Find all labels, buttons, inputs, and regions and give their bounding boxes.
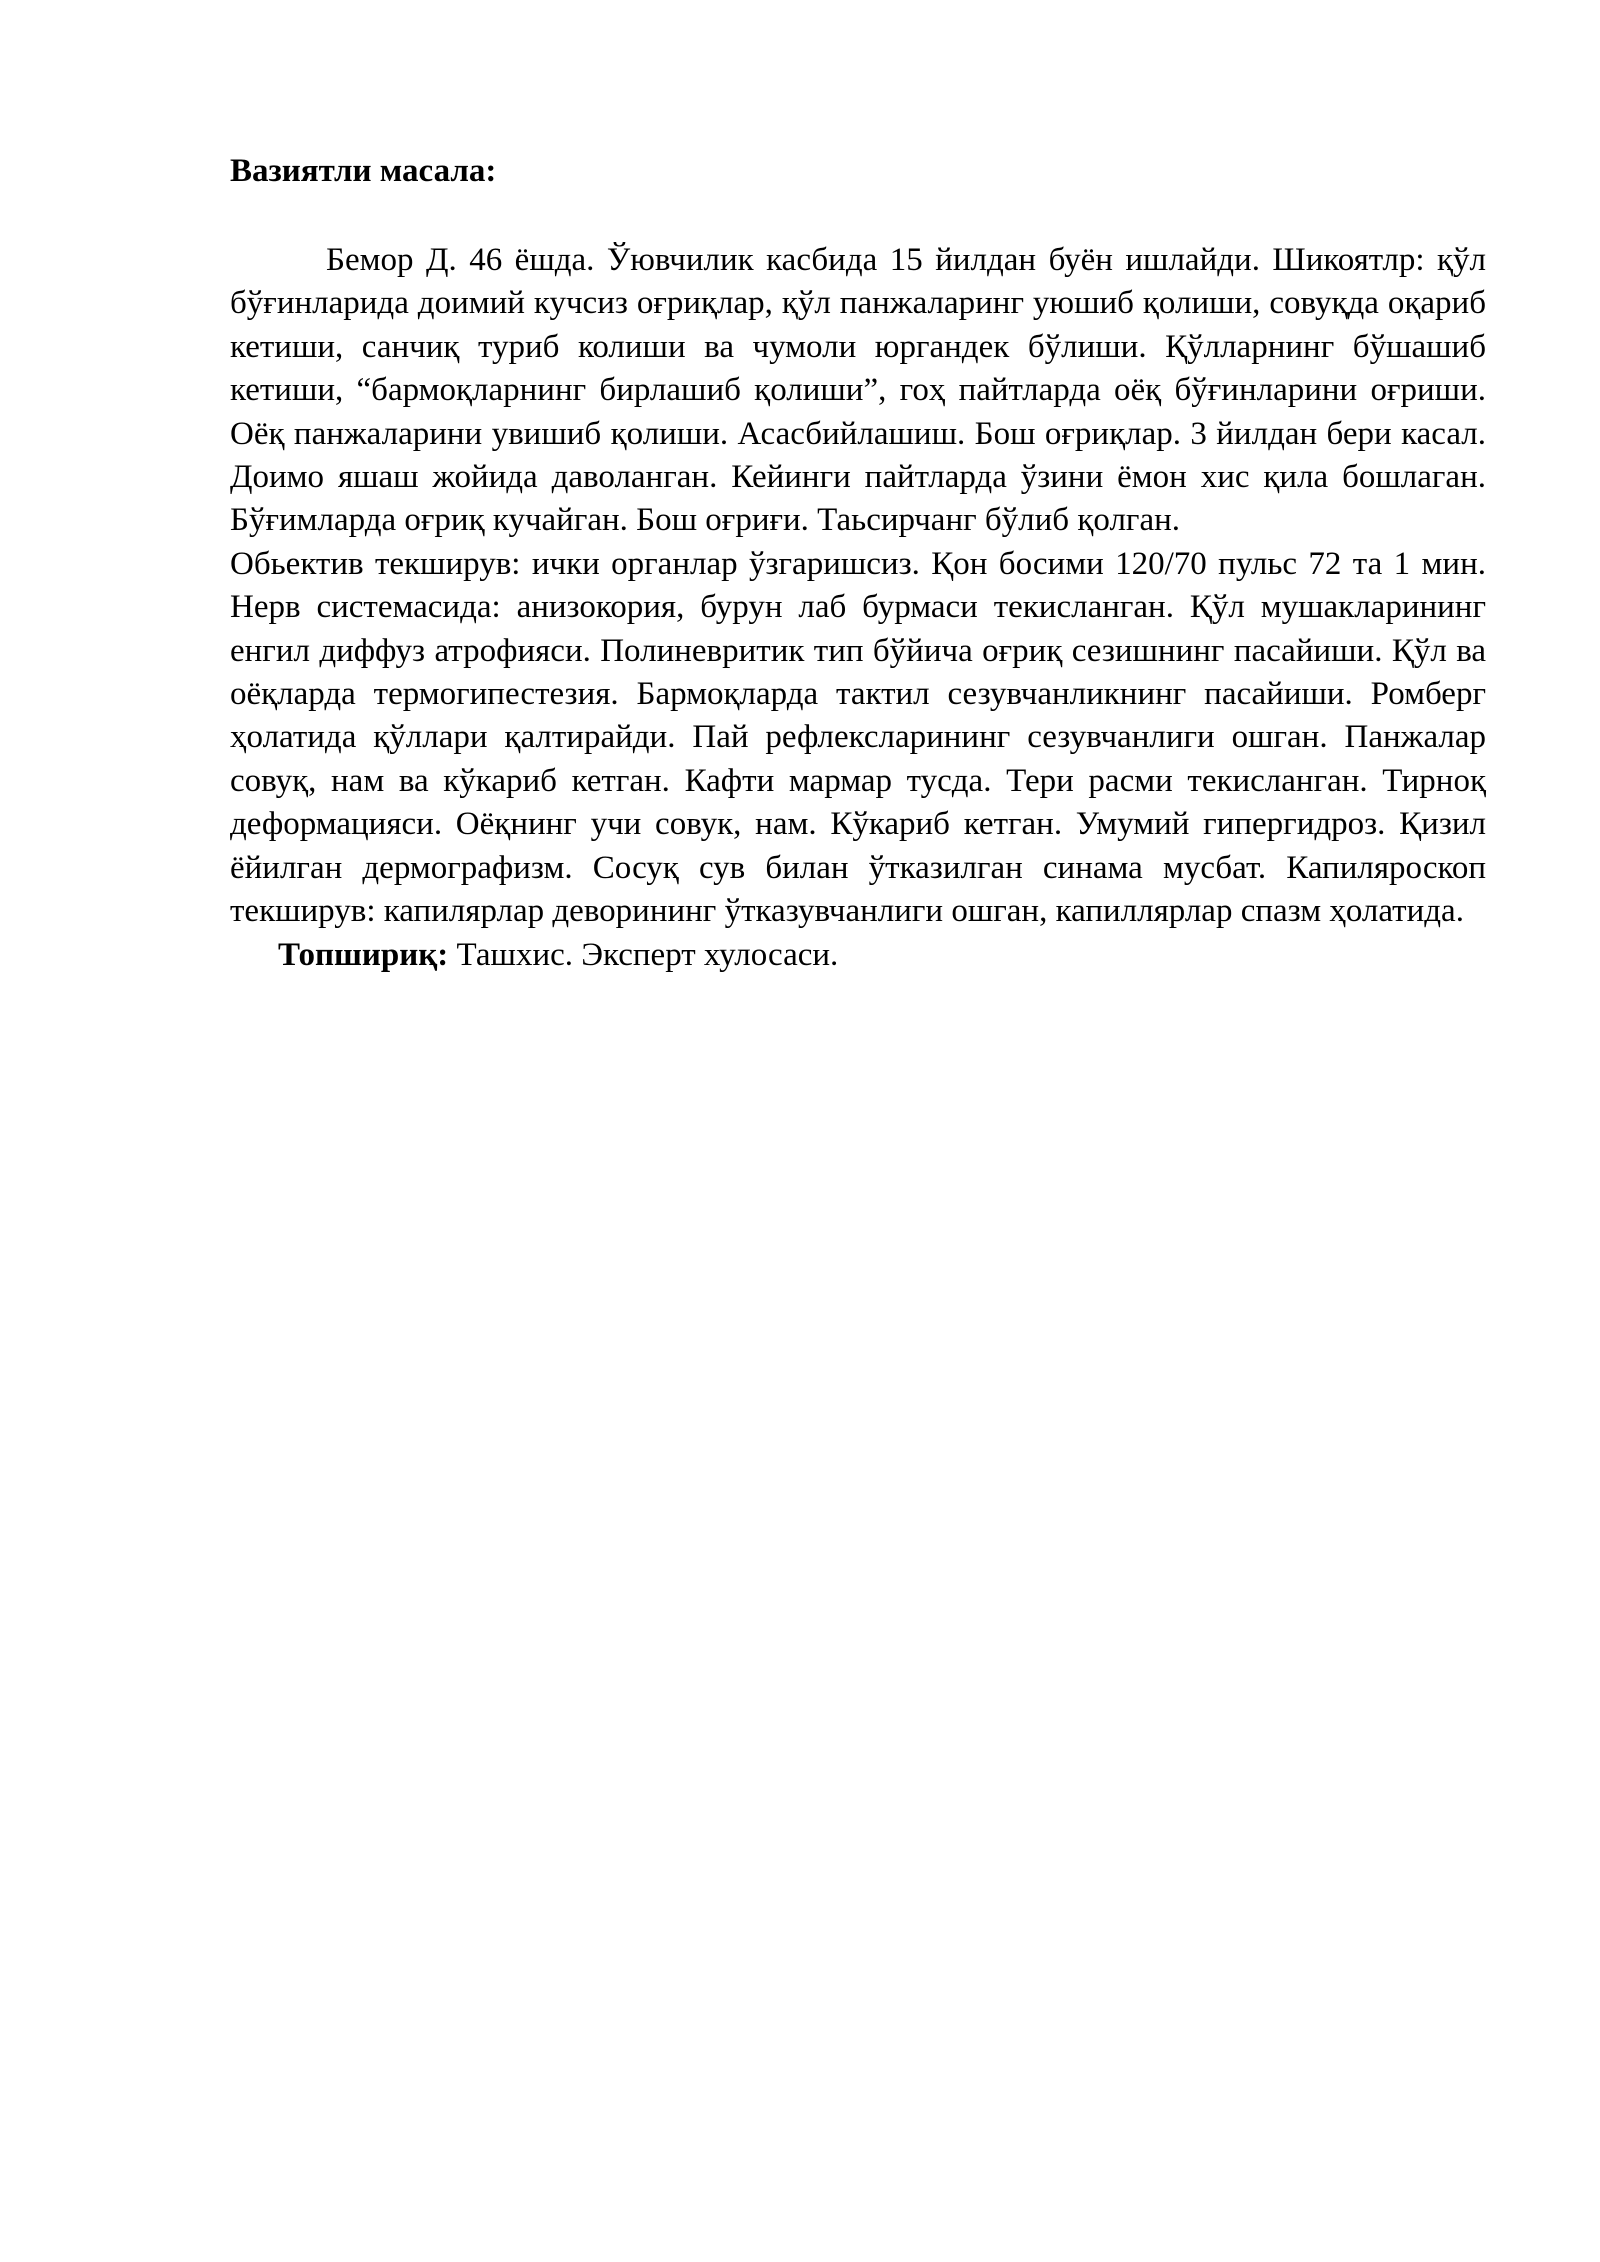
task-label: Топшириқ:: [278, 936, 449, 973]
examination-paragraph: Обьектив текширув: ички органлар ўзгаришсиз. Қон босими 120/70 пульс 72 та 1 мин. Нерв системасида: анизокория, бурун лаб бурмаси текисланган. Қўл мушакларининг енгил диффуз атрофияси. Полиневритик тип бўйича оғриқ сезишнинг пасайиши. Қўл ва оёқларда термогипестезия. Бармоқларда тактил сезувчанликнинг пасайиши. Ромберг ҳолатида қўллари қалтирайди. Пай рефлексларининг сезувчанлиги ошган. Панжалар совуқ, нам ва кўкариб кетган. Кафти мармар тусда. Тери расми текисланган. Тирноқ деформацияси. Оёқнинг учи совук, нам. Кўкариб кетган. Умумий гипергидроз. Қизил ёйилган дермографизм. Сосуқ сув билан ўтказилган синама мусбат. Капиляроскоп текширув: капилярлар деворининг ўтказувчанлиги ошган, капиллярлар спазм ҳолатида.: [230, 545, 1486, 930]
task-text: Ташхис. Эксперт хулосаси.: [448, 936, 839, 973]
document-page: [230, 150, 1486, 977]
case-heading: Вазиятли масала:: [230, 153, 497, 189]
task-line: [230, 934, 1486, 977]
complaints-paragraph: Бемор Д. 46 ёшда. Ўювчилик касбида 15 йилдан буён ишлайди. Шикоятлр: қўл бўғинларида доимий кучсиз оғриқлар, қўл панжаларинг уюшиб қолиши, совуқда оқариб кетиши, санчиқ туриб колиши ва чумоли юргандек бўлиши. Қўлларнинг бўшашиб кетиши, “бармоқларнинг бирлашиб қолиши”, гоҳ пайтларда оёқ бўғинларини оғриши. Оёқ панжаларини увишиб қолиши. Асасбийлашиш. Бош оғриқлар. 3 йилдан бери касал. Доимо яшаш жойида даволанган. Кейинги пайтларда ўзини ёмон хис қила бошлаган. Бўғимларда оғриқ кучайган. Бош оғриғи. Таьсирчанг бўлиб қолган.: [230, 242, 1486, 539]
